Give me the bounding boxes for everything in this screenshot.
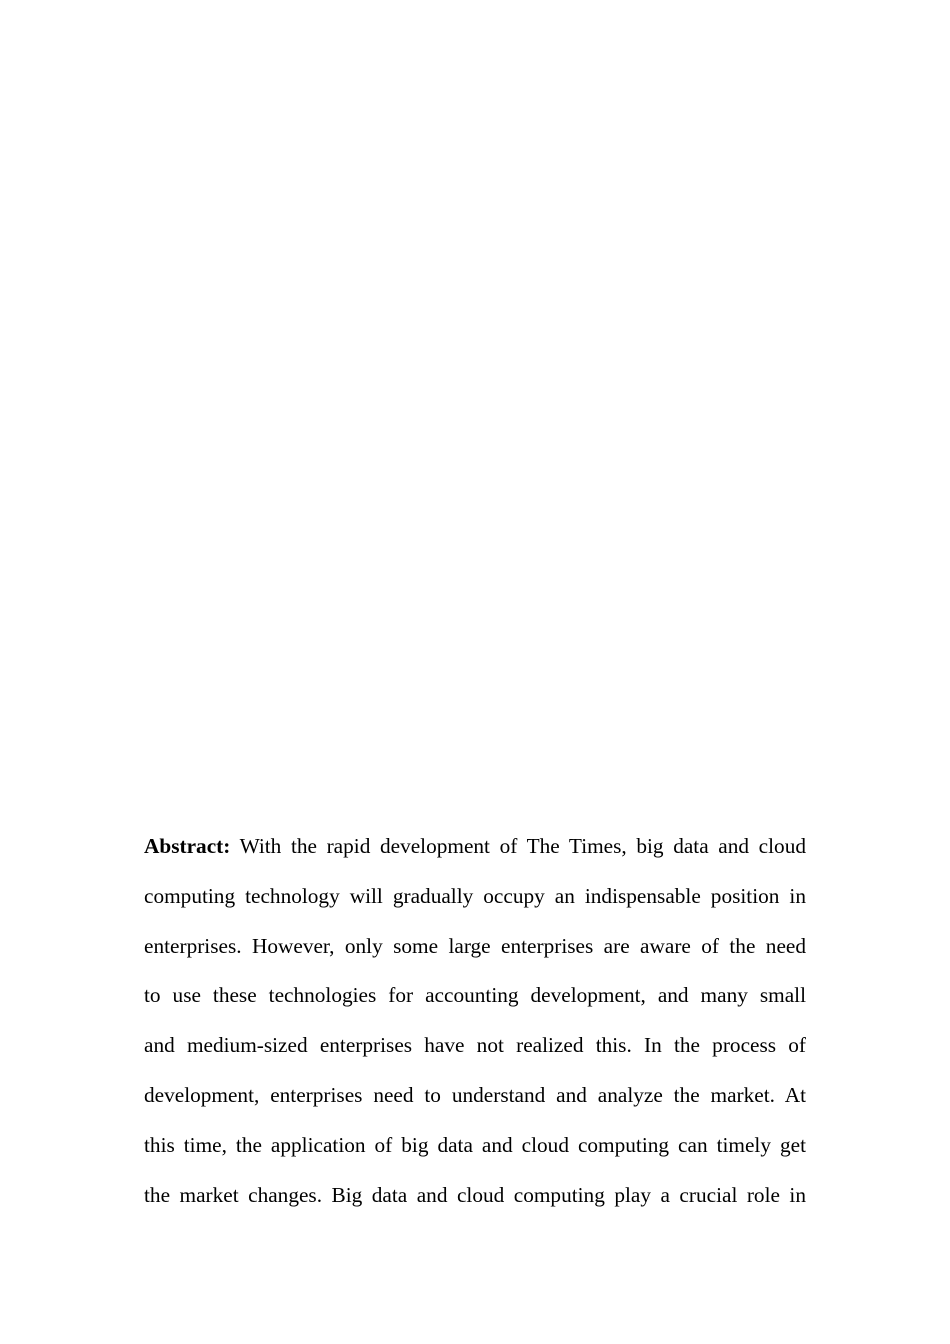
abstract-line-7: this time, the application of big data and cloud computing can timely get xyxy=(144,1132,806,1157)
abstract-line-1 xyxy=(144,830,806,880)
abstract-line-4: to use these technologies for accounting development, and many small xyxy=(144,983,806,1008)
abstract-line-text: With the rapid development of The Times, big data and cloud xyxy=(230,834,806,858)
abstract-line-2: computing technology will gradually occupy an indispensable position in xyxy=(144,883,806,908)
abstract-line-8: the market changes. Big data and cloud computing play a crucial role in xyxy=(144,1182,806,1207)
abstract-line-5: and medium-sized enterprises have not realized this. In the process of xyxy=(144,1033,806,1058)
abstract-label: Abstract: xyxy=(144,834,231,858)
abstract-paragraph xyxy=(144,830,806,1228)
abstract-line-6: development, enterprises need to understand and analyze the market. At xyxy=(144,1082,806,1107)
abstract-line-3: enterprises. However, only some large enterprises are aware of the need xyxy=(144,933,806,958)
